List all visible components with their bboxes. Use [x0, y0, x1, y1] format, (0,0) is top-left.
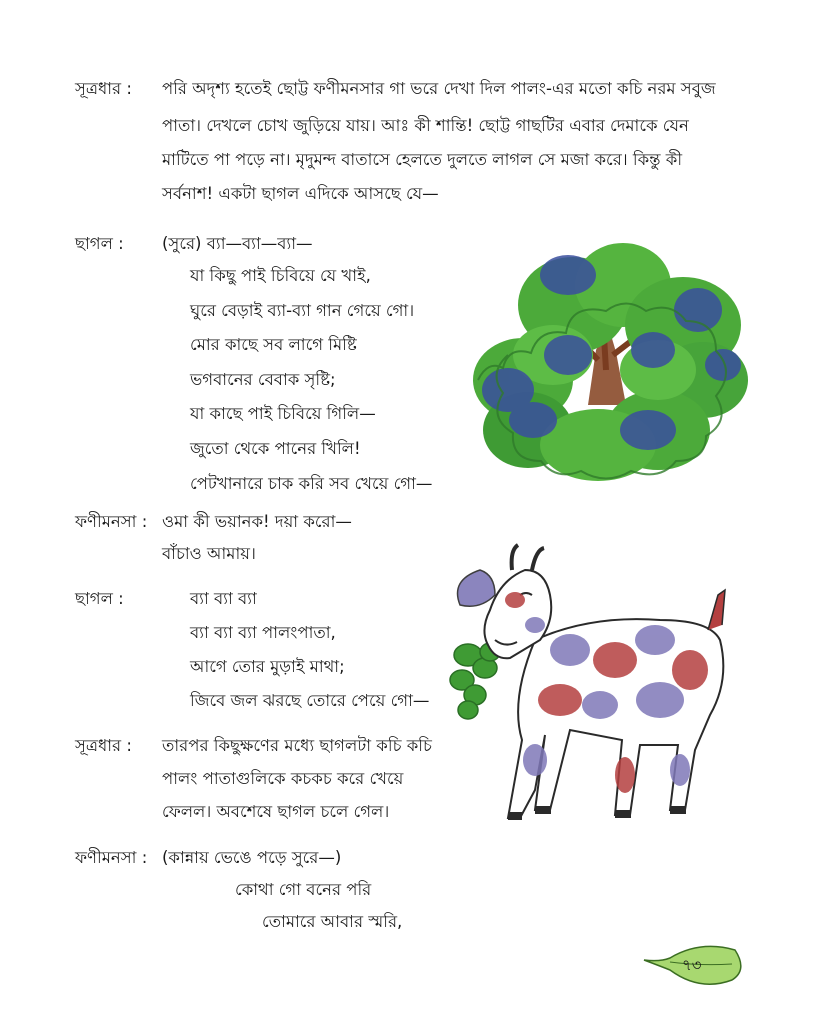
speaker-cactus: ফণীমনসা : [75, 848, 148, 867]
song-line: জিবে জল ঝরছে তোরে পেয়ে গো— [190, 691, 430, 710]
page-number: ৭৩ [682, 956, 702, 974]
speaker-narrator: সূত্রধার : [75, 736, 132, 755]
narration-line: পালং পাতাগুলিকে কচকচ করে খেয়ে [162, 769, 404, 788]
dialogue-line: বাঁচাও আমায়। [162, 544, 256, 563]
song-line: জুতো থেকে পানের খিলি! [190, 439, 361, 458]
song-line: ব্যা ব্যা ব্যা পালংপাতা, [190, 623, 336, 642]
goat-illustration [440, 540, 760, 840]
song-line: যা কিছু পাই চিবিয়ে যে খাই, [190, 266, 371, 285]
narration-line: সর্বনাশ! একটা ছাগল এদিকে আসছে যে— [162, 184, 439, 203]
narration-line: পরি অদৃশ্য হতেই ছোট্ট ফণীমনসার গা ভরে দেখা দিল পালং-এর মতো কচি নরম সবুজ [162, 79, 716, 98]
song-line: (সুরে) ব্যা—ব্যা—ব্যা— [162, 234, 313, 253]
dialogue-line: (কান্নায় ভেঙে পড়ে সুরে—) [162, 848, 342, 867]
song-line: আগে তোর মুড়াই মাথা; [190, 657, 345, 676]
song-line: কোথা গো বনের পরি [235, 880, 372, 899]
speaker-narrator: সূত্রধার : [75, 79, 132, 98]
speaker-cactus: ফণীমনসা : [75, 512, 148, 531]
narration-line: মাটিতে পা পড়ে না। মৃদুমন্দ বাতাসে হেলতে দুলতে লাগল সে মজা করে। কিন্তু কী [162, 150, 683, 169]
narration-line: তারপর কিছুক্ষণের মধ্যে ছাগলটা কচি কচি [162, 736, 432, 755]
song-line: পেটখানারে চাক করি সব খেয়ে গো— [190, 474, 433, 493]
song-line: ঘুরে বেড়াই ব্যা-ব্যা গান গেয়ে গো। [190, 301, 415, 320]
song-line: ভগবানের বেবাক সৃষ্টি; [190, 370, 336, 389]
dialogue-line: ওমা কী ভয়ানক! দয়া করো— [162, 512, 352, 531]
song-line: তোমারে আবার স্মরি, [262, 912, 403, 931]
narration-line: পাতা। দেখলে চোখ জুড়িয়ে যায়। আঃ কী শান্তি! ছোট্ট গাছটির এবার দেমাকে যেন [162, 116, 689, 135]
speaker-goat: ছাগল : [75, 234, 124, 253]
song-line: ব্যা ব্যা ব্যা [190, 589, 257, 608]
speaker-goat: ছাগল : [75, 589, 124, 608]
narration-line: ফেলল। অবশেষে ছাগল চলে গেল। [162, 802, 390, 821]
tree-illustration [458, 230, 758, 490]
song-line: যা কাছে পাই চিবিয়ে গিলি— [190, 404, 376, 423]
song-line: মোর কাছে সব লাগে মিষ্টি [190, 335, 357, 354]
